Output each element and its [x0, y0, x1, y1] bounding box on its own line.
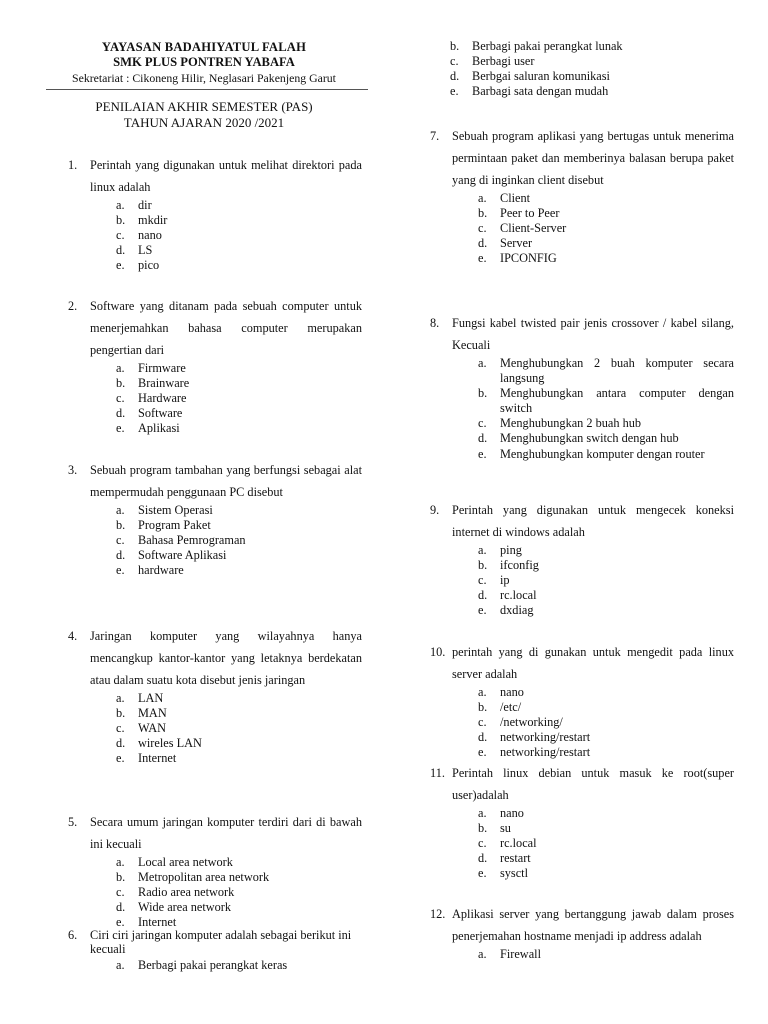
answer-option[interactable]: a. Menghubungkan 2 buah komputer secara langsung [478, 356, 734, 386]
answer-option[interactable]: d. networking/restart [478, 730, 591, 745]
answer-option[interactable]: c. Hardware [116, 391, 187, 406]
answer-option[interactable]: c. nano [116, 228, 162, 243]
answer-option[interactable]: a. nano [478, 685, 524, 699]
question-5 [68, 811, 362, 930]
answer-option[interactable]: e. Internet [116, 915, 177, 930]
exam-title: PENILAIAN AKHIR SEMESTER (PAS) [95, 99, 313, 114]
answer-option[interactable]: a. dir [116, 198, 152, 212]
answer-option[interactable]: a. Local area network [116, 855, 233, 869]
answer-option[interactable]: b. /etc/ [478, 700, 522, 715]
answer-option[interactable]: a. Berbagi pakai perangkat keras [116, 958, 288, 972]
answer-option[interactable]: e. sysctl [478, 866, 529, 881]
school-name: SMK PLUS PONTREN YABAFA [113, 55, 295, 69]
question-number: 9. [430, 503, 440, 517]
question-number: 7. [430, 129, 440, 143]
answer-option[interactable]: c. Berbagi user [450, 54, 535, 69]
answer-option[interactable]: b. Menghubungkan antara computer dengan switch [478, 386, 734, 416]
question-9 [430, 499, 734, 618]
school-address: Sekretariat : Cikoneng Hilir, Neglasari Pakenjeng Garut [72, 71, 336, 85]
answer-option[interactable]: c. Bahasa Pemrograman [116, 533, 246, 548]
question-3 [68, 459, 362, 578]
question-11 [430, 762, 734, 881]
answer-option[interactable]: b. mkdir [116, 213, 168, 228]
answer-option[interactable]: b. Brainware [116, 376, 190, 391]
school-year: TAHUN AJARAN 2020 /2021 [123, 115, 285, 130]
answer-option[interactable]: e. Internet [116, 751, 177, 766]
question-number: 10. [430, 645, 446, 659]
answer-option[interactable]: a. nano [478, 806, 524, 820]
question-text: Software yang ditanam pada sebuah computer untuk menerjemahkan bahasa computer merupakan pengertian dari [90, 299, 362, 357]
answer-option[interactable]: c. rc.local [478, 836, 537, 851]
answer-option[interactable]: d. restart [478, 851, 531, 866]
question-2 [68, 295, 362, 436]
question-text: Aplikasi server yang bertanggung jawab dalam proses penerjemahan hostname menjadi ip address adalah [452, 907, 734, 943]
answer-option[interactable]: c. ip [478, 573, 510, 588]
question-4 [68, 625, 362, 766]
question-text: Perintah linux debian untuk masuk ke root(super user)adalah [452, 766, 734, 802]
answer-option[interactable]: d. Berbgai saluran komunikasi [450, 69, 610, 84]
answer-option[interactable]: e. networking/restart [478, 745, 591, 760]
answer-option[interactable]: d. wireles LAN [116, 736, 202, 751]
answer-option[interactable]: d. Software [116, 406, 183, 421]
question-number: 2. [68, 299, 78, 313]
question-6 [68, 928, 362, 973]
answer-option[interactable]: e. hardware [116, 563, 184, 578]
organization-name: YAYASAN BADAHIYATUL FALAH [101, 40, 307, 54]
answer-option[interactable]: b. Program Paket [116, 518, 211, 533]
answer-option[interactable]: c. /networking/ [478, 715, 563, 730]
header-divider [46, 89, 368, 90]
question-6-continued [424, 39, 734, 99]
question-7 [430, 125, 734, 266]
question-text: Jaringan komputer yang wilayahnya hanya mencangkup kantor-kantor yang letaknya berdekatan atau dalam suatu kota disebut jenis jaringan [90, 629, 362, 687]
question-text: perintah yang di gunakan untuk mengedit pada linux server adalah [452, 645, 734, 681]
question-number: 6. [68, 928, 78, 942]
answer-option[interactable]: b. Metropolitan area network [116, 870, 270, 885]
answer-option[interactable]: e. dxdiag [478, 603, 534, 618]
answer-option[interactable]: e. pico [116, 258, 160, 273]
question-12 [430, 903, 734, 962]
answer-option[interactable]: a. Client [478, 191, 531, 205]
answer-option[interactable]: d. rc.local [478, 588, 537, 603]
answer-option[interactable]: e. Aplikasi [116, 421, 180, 436]
answer-option[interactable]: e. Barbagi sata dengan mudah [450, 84, 609, 99]
answer-option[interactable]: e. Menghubungkan komputer dengan router [478, 446, 705, 461]
answer-option[interactable]: d. Menghubungkan switch dengan hub [478, 431, 679, 446]
question-text: Perintah yang digunakan untuk mengecek koneksi internet di windows adalah [452, 503, 734, 539]
question-text: Sebuah program aplikasi yang bertugas untuk menerima permintaan paket dan memberinya balasan berupa paket yang di inginkan client disebut [452, 129, 734, 187]
question-text: Sebuah program tambahan yang berfungsi sebagai alat mempermudah penggunaan PC disebut [90, 463, 362, 499]
answer-option[interactable]: e. IPCONFIG [478, 251, 557, 266]
answer-option[interactable]: d. Wide area network [116, 900, 232, 915]
question-number: 4. [68, 629, 78, 643]
answer-option[interactable]: a. Firewall [478, 947, 541, 961]
answer-option[interactable]: a. ping [478, 543, 522, 557]
answer-option[interactable]: a. Sistem Operasi [116, 503, 213, 517]
answer-option[interactable]: a. Firmware [116, 361, 186, 375]
answer-option[interactable]: c. Client-Server [478, 221, 567, 236]
question-number: 5. [68, 815, 78, 829]
answer-option[interactable]: a. LAN [116, 691, 164, 705]
answer-option[interactable]: b. su [478, 821, 511, 836]
answer-option[interactable]: d. Software Aplikasi [116, 548, 227, 563]
answer-option[interactable]: d. Server [478, 236, 533, 251]
answer-option[interactable]: b. Berbagi pakai perangkat lunak [450, 39, 623, 53]
question-text: Ciri ciri jaringan komputer adalah sebagai berikut ini kecuali [90, 928, 352, 956]
answer-option[interactable]: c. WAN [116, 721, 167, 736]
question-number: 12. [430, 907, 446, 921]
question-1 [68, 154, 362, 273]
answer-option[interactable]: c. Menghubungkan 2 buah hub [478, 416, 642, 431]
question-8 [430, 312, 734, 462]
question-number: 11. [430, 766, 445, 780]
question-text: Fungsi kabel twisted pair jenis crossover / kabel silang, Kecuali [452, 316, 734, 352]
answer-option[interactable]: d. LS [116, 243, 153, 258]
question-text: Secara umum jaringan komputer terdiri dari di bawah ini kecuali [90, 815, 362, 851]
question-number: 8. [430, 316, 440, 330]
question-number: 3. [68, 463, 78, 477]
answer-option[interactable]: c. Radio area network [116, 885, 235, 900]
answer-option[interactable]: b. ifconfig [478, 558, 539, 573]
answer-option[interactable]: b. Peer to Peer [478, 206, 560, 221]
question-10 [430, 641, 734, 760]
question-number: 1. [68, 158, 78, 172]
answer-option[interactable]: b. MAN [116, 706, 167, 721]
question-text: Perintah yang digunakan untuk melihat direktori pada linux adalah [90, 158, 362, 194]
